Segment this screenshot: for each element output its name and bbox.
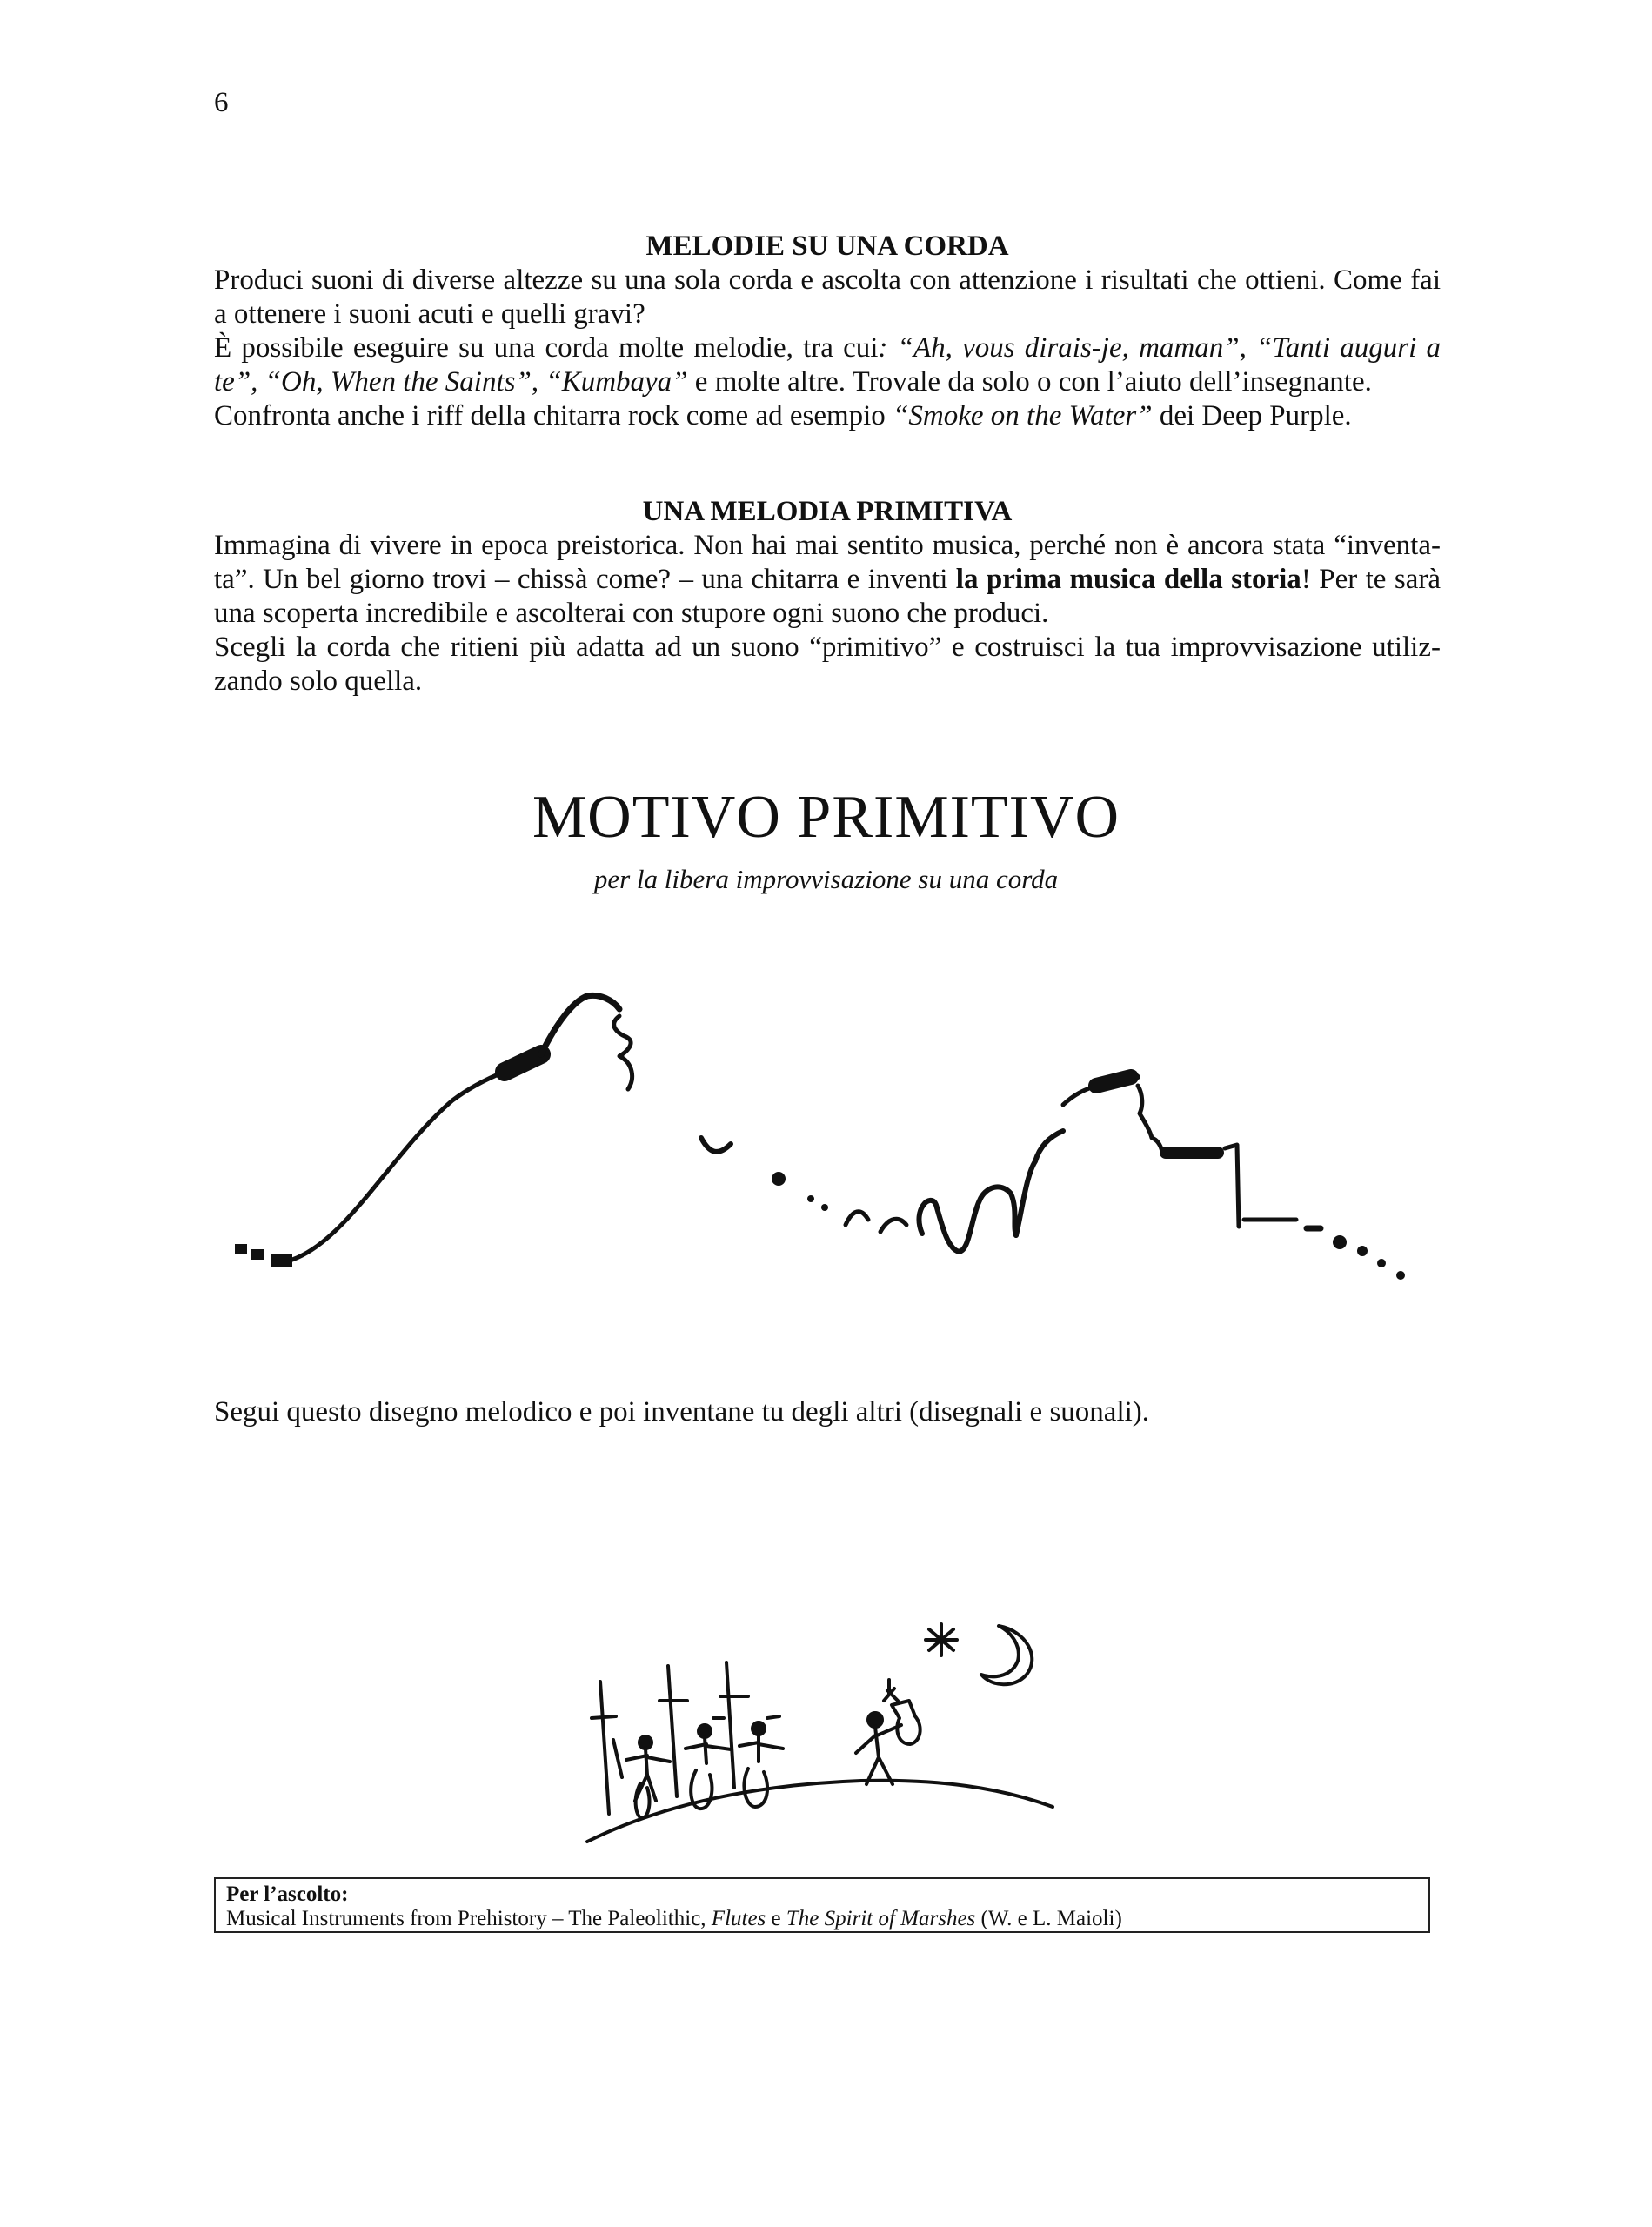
listening-box	[214, 1877, 1430, 1933]
paragraph	[214, 399, 1441, 433]
text-run: ! Per te sarà una scoperta incredibile e ascolterai con stupore ogni suono che produci.	[214, 564, 1441, 629]
listening-title: Per l’ascolto:	[226, 1883, 349, 1906]
text-run: È possibile eseguire su una corda molte melodie, tra cui	[214, 332, 879, 364]
instruction-text: Segui questo disegno melodico e poi inventane tu degli altri (disegnali e suonali).	[214, 1396, 1150, 1428]
text-run: Musical Instruments from Prehistory – The Paleolithic,	[226, 1907, 712, 1930]
text-run: (W. e L. Maioli)	[975, 1907, 1122, 1930]
text-run: ,	[531, 366, 546, 398]
text-run: ,	[1239, 332, 1257, 364]
page-number: 6	[214, 87, 229, 118]
song-title: “Kumbaya”	[545, 366, 688, 398]
prehistoric-musicians-drawing	[565, 1614, 1070, 1857]
paragraph: Produci suoni di diverse altezze su una sola corda e ascolta con attenzione i risultati che ottieni. Come fai a ottenere i suoni acuti e quelli gravi?	[214, 264, 1441, 330]
paragraph: Scegli la corda che ritieni più adatta ad un suono “primitivo” e costruisci la tua improvvisazione utiliz-zando solo quella.	[214, 632, 1441, 697]
paragraph	[214, 331, 1441, 399]
paragraph	[214, 529, 1441, 631]
motif-subtitle: per la libera improvvisazione su una corda	[593, 864, 1059, 894]
listening-line	[226, 1907, 1418, 1931]
section-una-melodia-primitiva	[214, 495, 1441, 699]
text-run: Immagina di vivere in epoca preistorica. Non hai mai sentito musica, perché non è ancora stata “inventa-ta”. Un bel giorno trovi – chissà come? – una chitarra e inventi	[214, 530, 1441, 595]
section-title: UNA MELODIA PRIMITIVA	[642, 496, 1013, 527]
text-run: e	[766, 1907, 786, 1930]
melodic-contour-drawing	[217, 992, 1453, 1322]
song-title: “Tanti auguri a te”, “Oh, When the Saints”	[214, 332, 1441, 398]
album-title: The Spirit of Marshes	[786, 1907, 976, 1930]
section-title: MELODIE SU UNA CORDA	[645, 231, 1009, 262]
text-run: Confronta anche i riff della chitarra rock come ad esempio	[214, 400, 893, 431]
section-melodie-su-una-corda	[214, 230, 1441, 433]
text-run: dei Deep Purple.	[1152, 400, 1352, 431]
bold-phrase: la prima musica della storia	[955, 564, 1301, 595]
album-title: Flutes	[711, 1907, 766, 1930]
motif-title: MOTIVO PRIMITIVO	[532, 784, 1120, 851]
song-title: “Smoke on the Water”	[893, 400, 1153, 431]
text-run: e molte altre. Trovale da solo o con l’aiuto dell’insegnante.	[687, 366, 1372, 398]
song-title: : “Ah, vous dirais-je, maman”	[878, 332, 1240, 364]
